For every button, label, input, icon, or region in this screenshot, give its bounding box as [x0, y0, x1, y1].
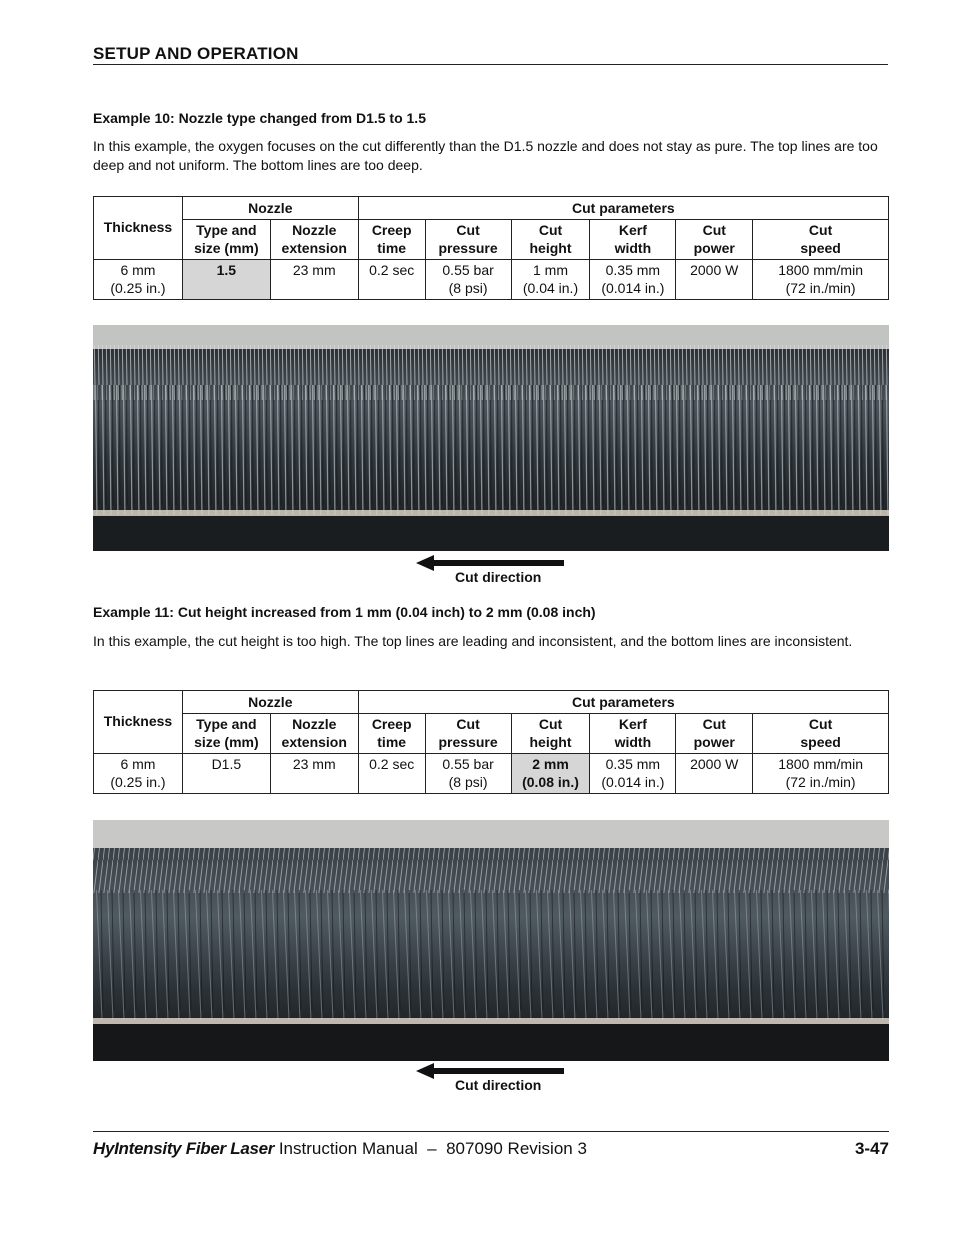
cut-speed-header: Cut speed: [753, 220, 889, 260]
cut-power-cell: 2000 W: [676, 754, 753, 794]
nozzle-group-header: Nozzle: [182, 197, 358, 220]
cut-parameters-group-header: Cut parameters: [358, 691, 888, 714]
footer-divider: [93, 1131, 889, 1132]
creep-time-header: Creep time: [358, 220, 425, 260]
nozzle-extension-cell: 23 mm: [270, 754, 358, 794]
type-size-header: Type and size (mm): [182, 220, 270, 260]
thickness-header: Thickness: [94, 691, 183, 754]
cut-speed-header: Cut speed: [753, 714, 889, 754]
example-11-cut-edge-photo: [93, 820, 889, 1061]
table-row: [94, 754, 889, 794]
page-footer: [93, 1139, 889, 1159]
cut-height-header: Cut height: [511, 220, 590, 260]
thickness-cell: 6 mm (0.25 in.): [94, 260, 183, 300]
nozzle-extension-header: Nozzle extension: [270, 714, 358, 754]
cut-pressure-header: Cut pressure: [425, 220, 511, 260]
kerf-width-cell: 0.35 mm (0.014 in.): [590, 754, 676, 794]
cut-power-header: Cut power: [676, 220, 753, 260]
cut-parameters-group-header: Cut parameters: [358, 197, 888, 220]
cut-speed-cell: 1800 mm/min (72 in./min): [753, 754, 889, 794]
cut-direction-label: Cut direction: [455, 1077, 542, 1093]
thickness-cell: 6 mm (0.25 in.): [94, 754, 183, 794]
section-header: SETUP AND OPERATION: [93, 44, 888, 65]
example-11-parameters-table: [93, 690, 889, 794]
example-11-title: Example 11: Cut height increased from 1 mm (0.04 inch) to 2 mm (0.08 inch): [93, 604, 596, 620]
page-number: 3-47: [854, 1139, 889, 1158]
cut-height-header: Cut height: [511, 714, 590, 754]
example-10-title: Example 10: Nozzle type changed from D1.5 to 1.5: [93, 110, 426, 126]
kerf-width-cell: 0.35 mm (0.014 in.): [590, 260, 676, 300]
cut-power-cell: 2000 W: [676, 260, 753, 300]
cut-direction-label: Cut direction: [455, 569, 542, 585]
cut-speed-cell: 1800 mm/min (72 in./min): [753, 260, 889, 300]
footer-brand: HyIntensity Fiber Laser: [93, 1139, 275, 1158]
cut-height-cell: 2 mm (0.08 in.): [511, 754, 590, 794]
kerf-width-header: Kerf width: [590, 714, 676, 754]
example-11-description: In this example, the cut height is too high. The top lines are leading and inconsistent, and the bottom lines are inconsistent.: [93, 633, 853, 649]
cut-pressure-cell: 0.55 bar (8 psi): [425, 260, 511, 300]
nozzle-group-header: Nozzle: [182, 691, 358, 714]
example-10-cut-edge-photo: [93, 325, 889, 551]
table-row: [94, 260, 889, 300]
cut-power-header: Cut power: [676, 714, 753, 754]
cut-pressure-header: Cut pressure: [425, 714, 511, 754]
creep-time-cell: 0.2 sec: [358, 260, 425, 300]
example-10-description: In this example, the oxygen focuses on the cut differently than the D1.5 nozzle and does not stay as pure. The top lines are too deep and not uniform. The bottom lines are too deep.: [93, 138, 878, 173]
creep-time-cell: 0.2 sec: [358, 754, 425, 794]
example-10-parameters-table: [93, 196, 889, 300]
kerf-width-header: Kerf width: [590, 220, 676, 260]
cut-pressure-cell: 0.55 bar (8 psi): [425, 754, 511, 794]
type-size-header: Type and size (mm): [182, 714, 270, 754]
nozzle-type-cell: D1.5: [182, 754, 270, 794]
nozzle-type-cell: 1.5: [182, 260, 270, 300]
creep-time-header: Creep time: [358, 714, 425, 754]
nozzle-extension-header: Nozzle extension: [270, 220, 358, 260]
cut-height-cell: 1 mm (0.04 in.): [511, 260, 590, 300]
thickness-header: Thickness: [94, 197, 183, 260]
nozzle-extension-cell: 23 mm: [270, 260, 358, 300]
footer-manual-info: Instruction Manual – 807090 Revision 3: [274, 1139, 587, 1158]
